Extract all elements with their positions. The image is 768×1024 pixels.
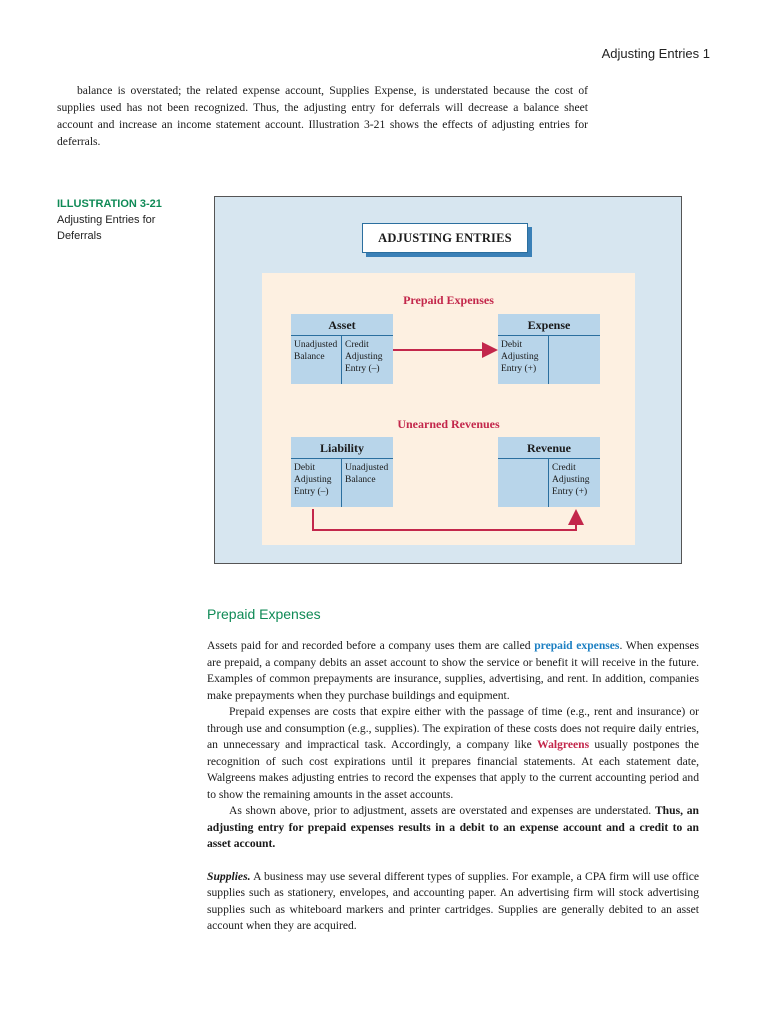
p2-text-a: Prepaid expenses are costs that expire either with the passage of time (e.g., rent and insurance) or through use and consumption (e.g., supplies). The expiration of these costs does not require daily entries, an unnecessary and impractical task. Accordingly, a company like (207, 705, 699, 751)
figure-title: ADJUSTING ENTRIES (362, 223, 528, 253)
prepaid-expenses-term: prepaid expenses (534, 639, 620, 652)
liability-debit-side: Debit Adjusting Entry (–) (291, 459, 342, 507)
figure-inner-panel (262, 273, 635, 545)
section-heading: Prepaid Expenses (207, 606, 321, 622)
p3-text-a: As shown above, prior to adjustment, assets are overstated and expenses are understated. (229, 804, 655, 817)
expense-debit-side: Debit Adjusting Entry (+) (498, 336, 549, 384)
adjusting-entries-figure (214, 196, 682, 564)
prepaid-expenses-heading: Prepaid Expenses (403, 293, 494, 307)
unearned-revenues-heading: Unearned Revenues (397, 417, 500, 431)
paragraph-4 (207, 869, 699, 935)
paragraph-3 (207, 803, 699, 853)
illustration-label (57, 196, 197, 244)
expense-account-name: Expense (498, 314, 600, 336)
walgreens-term: Walgreens (537, 738, 590, 751)
liability-credit-side: Unadjusted Balance (345, 463, 389, 485)
flow-arrows (262, 273, 635, 545)
liability-account-name: Liability (291, 437, 393, 459)
p3-bold-rule: Thus, an adjusting entry for prepaid expenses results in a debit to an expense account and a credit to an asset account. (207, 804, 699, 850)
intro-paragraph (57, 82, 588, 150)
revenue-account-name: Revenue (498, 437, 600, 459)
p2-text-b: usually postpones the recognition of such cost expirations until it prepares financial statements. At each statement date, Walgreens makes adjusting entries to record the expenses that apply to the current accounting period and to show the remaining amounts in the asset accounts. (207, 738, 699, 801)
page-header: Adjusting Entries 1 (601, 46, 710, 61)
paragraph-2 (207, 704, 699, 803)
illustration-title: Adjusting Entries for Deferrals (57, 214, 156, 242)
revenue-credit-side: Credit Adjusting Entry (+) (552, 463, 590, 497)
paragraph-1 (207, 638, 699, 704)
section-body (207, 638, 699, 935)
asset-account-name: Asset (291, 314, 393, 336)
asset-debit-side: Unadjusted Balance (291, 336, 342, 384)
illustration-number: ILLUSTRATION 3-21 (57, 198, 162, 210)
asset-credit-side: Credit Adjusting Entry (–) (345, 340, 383, 374)
supplies-term: Supplies. (207, 869, 251, 883)
unearned-arrow (313, 509, 576, 530)
p4-text: A business may use several different types of supplies. For example, a CPA firm will use office supplies such as stationery, envelopes, and accounting paper. An advertising firm will stock advertising supplies such as whiteboard markers and printer cartridges. Supplies are generally debited to an asset account when they are acquired. (207, 869, 699, 932)
p1-text-a: Assets paid for and recorded before a company uses them are called (207, 639, 535, 652)
p1-text-b: . When expenses are prepaid, a company debits an asset account to show the service or benefit it will receive in the future. Examples of common prepayments are insurance, supplies, advertising, and rent. In addition, companies make prepayments when they purchase buildings and equipment. (207, 639, 699, 702)
intro-text: balance is overstated; the related expense account, Supplies Expense, is understated because the cost of supplies used has not been recognized. Thus, the adjusting entry for deferrals will decrease a balance sheet account and increase an income statement account. Illustration 3-21 shows the effects of adjusting entries for deferrals. (57, 84, 588, 148)
